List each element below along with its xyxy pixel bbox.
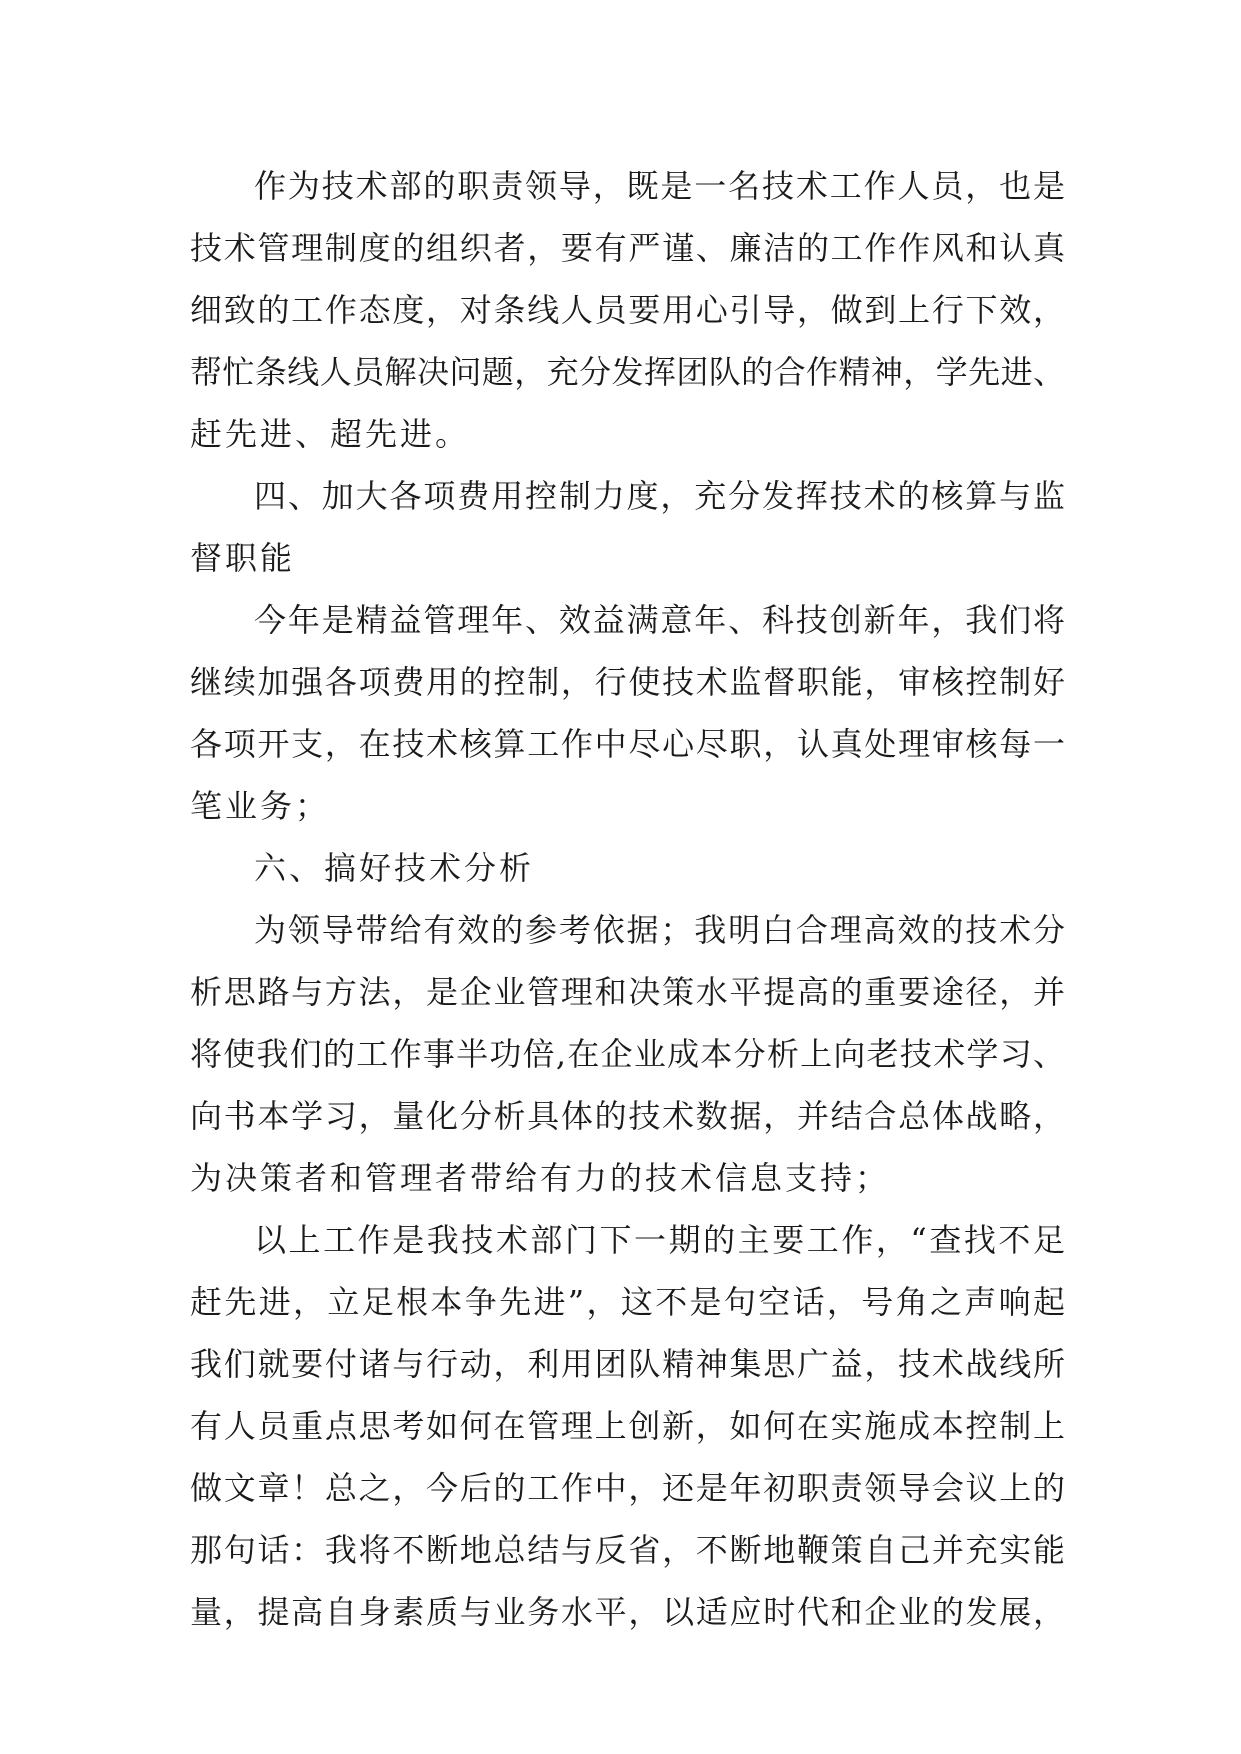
text-line: 笔业务；: [190, 787, 331, 825]
text-line: 量，提高自身素质与业务水平，以适应时代和企业的发展，: [190, 1593, 1065, 1631]
text-line: 将使我们的工作事半功倍,在企业成本分析上向老技术学习、: [190, 1035, 1065, 1073]
text-line: 各项开支，在技术核算工作中尽心尽职，认真处理审核每一: [190, 725, 1065, 763]
text-line: 以上工作是我技术部门下一期的主要工作，“查找不足: [254, 1221, 1065, 1259]
text-line: 做文章！总之，今后的工作中，还是年初职责领导会议上的: [190, 1469, 1065, 1507]
text-line: 技术管理制度的组织者，要有严谨、廉洁的工作作风和认真: [190, 229, 1065, 267]
section-heading-line: 六、搞好技术分析: [254, 849, 535, 887]
text-line: 有人员重点思考如何在管理上创新，如何在实施成本控制上: [190, 1407, 1065, 1445]
text-line: 向书本学习，量化分析具体的技术数据，并结合总体战略，: [190, 1097, 1065, 1135]
text-line: 帮忙条线人员解决问题，充分发挥团队的合作精神，学先进、: [190, 353, 1065, 391]
section-heading-line: 督职能: [190, 539, 296, 577]
text-line: 今年是精益管理年、效益满意年、科技创新年，我们将: [254, 601, 1065, 639]
text-line: 为决策者和管理者带给有力的技术信息支持；: [190, 1159, 891, 1197]
text-line: 继续加强各项费用的控制，行使技术监督职能，审核控制好: [190, 663, 1065, 701]
text-line: 作为技术部的职责领导，既是一名技术工作人员，也是: [254, 167, 1065, 205]
document-body: [190, 155, 1065, 1643]
text-line: 赶先进、超先进。: [190, 415, 471, 453]
text-line: 我们就要付诸与行动，利用团队精神集思广益，技术战线所: [190, 1345, 1065, 1383]
text-line: 析思路与方法，是企业管理和决策水平提高的重要途径，并: [190, 973, 1065, 1011]
text-line: 为领导带给有效的参考依据；我明白合理高效的技术分: [254, 911, 1065, 949]
text-line: 细致的工作态度，对条线人员要用心引导，做到上行下效，: [190, 291, 1065, 329]
text-line: 赶先进，立足根本争先进”，这不是句空话，号角之声响起: [190, 1283, 1065, 1321]
text-line: 那句话：我将不断地总结与反省，不断地鞭策自己并充实能: [190, 1531, 1065, 1569]
section-heading-line: 四、加大各项费用控制力度，充分发挥技术的核算与监: [254, 477, 1065, 515]
